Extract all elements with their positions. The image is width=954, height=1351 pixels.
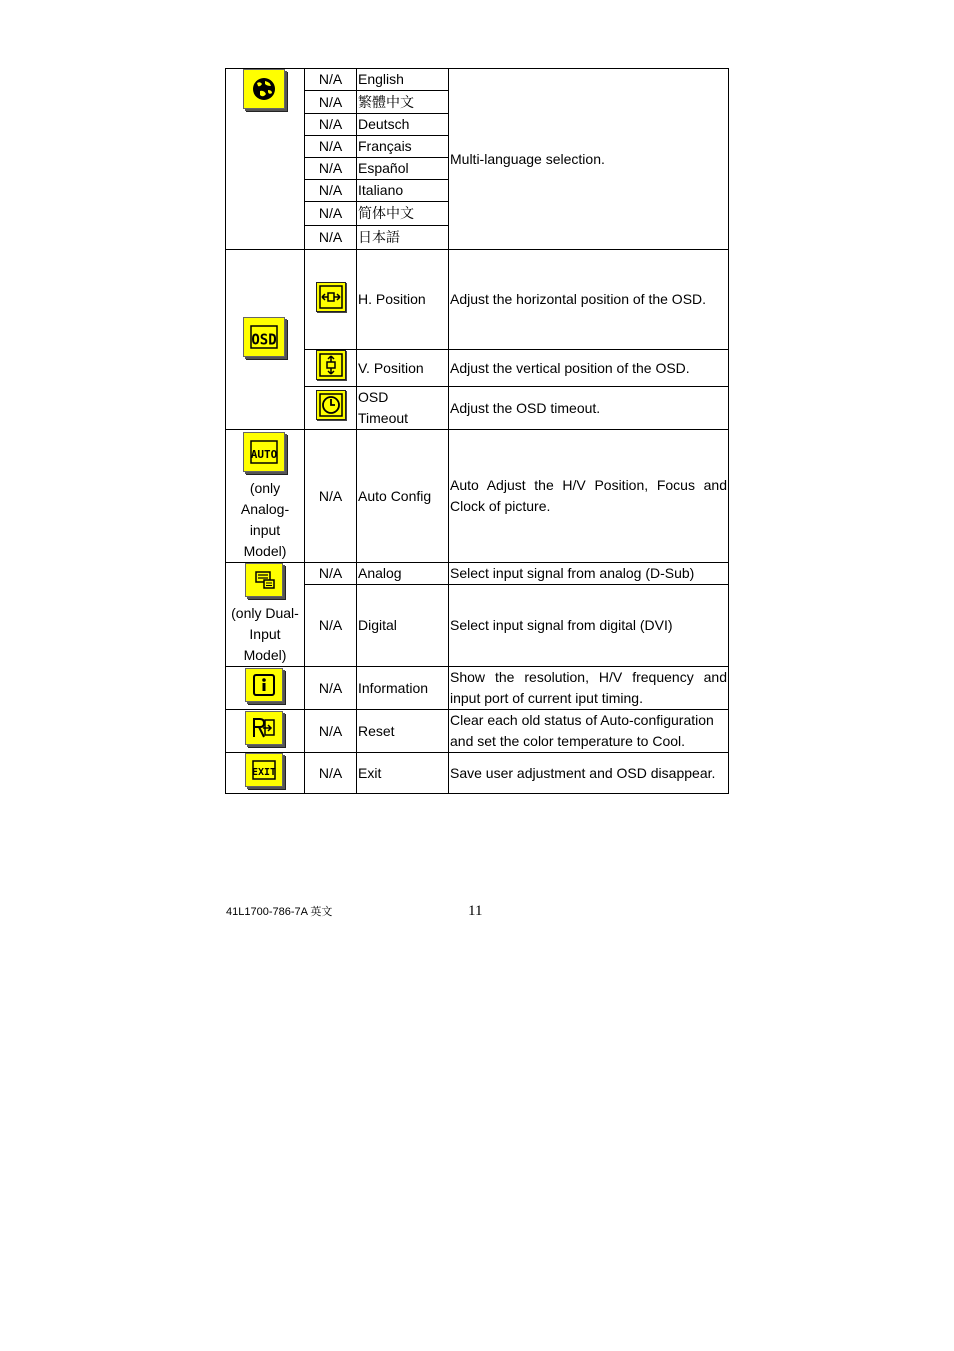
language-option-french: Français <box>357 136 449 158</box>
sub-icon-na: N/A <box>305 667 357 710</box>
v-position-icon-cell <box>305 350 357 387</box>
input-select-icon <box>245 563 283 597</box>
language-icon-cell <box>226 69 305 250</box>
svg-text:EXIT: EXIT <box>251 767 276 778</box>
osd-timeout-label <box>357 387 449 430</box>
sub-icon-na: N/A <box>305 114 357 136</box>
sub-icon-na: N/A <box>305 585 357 667</box>
info-icon <box>245 668 283 702</box>
sub-icon-na: N/A <box>305 91 357 114</box>
sub-icon-na: N/A <box>305 710 357 753</box>
document-id: 41L1700-786-7A 英文 <box>226 906 333 918</box>
auto-config-description: Auto Adjust the H/V Position, Focus and Clock of picture. <box>449 430 729 563</box>
svg-text:AUTO: AUTO <box>250 448 277 461</box>
osd-icon-cell <box>226 250 305 430</box>
sub-icon-na: N/A <box>305 136 357 158</box>
globe-icon <box>243 69 285 109</box>
exit-label: Exit <box>357 753 449 794</box>
osd-function-table <box>225 68 729 794</box>
auto-icon-cell <box>226 430 305 563</box>
sub-icon-na: N/A <box>305 202 357 226</box>
dual-input-only-note: (only Dual-Input Model) <box>231 605 299 663</box>
information-icon-cell <box>226 667 305 710</box>
reset-label: Reset <box>357 710 449 753</box>
digital-label: Digital <box>357 585 449 667</box>
clock-icon <box>316 390 346 420</box>
analog-only-note: (only Analog-input Model) <box>240 480 290 559</box>
exit-icon-cell <box>226 753 305 794</box>
table-row <box>226 69 729 91</box>
language-option-simplified-chinese: 简体中文 <box>357 202 449 226</box>
exit-icon <box>245 753 283 787</box>
osd-timeout-description: Adjust the OSD timeout. <box>449 387 729 430</box>
exit-description: Save user adjustment and OSD disappear. <box>449 753 729 794</box>
language-option-traditional-chinese: 繁體中文 <box>357 91 449 114</box>
table-row <box>226 563 729 585</box>
reset-icon <box>245 711 283 745</box>
osd-icon <box>243 317 285 357</box>
vertical-arrows-icon <box>316 350 346 380</box>
table-row <box>226 753 729 794</box>
information-description: Show the resolution, H/V frequency and input port of current iput timing. <box>449 667 729 710</box>
reset-icon-cell <box>226 710 305 753</box>
timeout-icon-cell <box>305 387 357 430</box>
table-row <box>226 667 729 710</box>
sub-icon-na: N/A <box>305 563 357 585</box>
h-position-description: Adjust the horizontal position of the OSD. <box>449 250 729 350</box>
language-option-english: English <box>357 69 449 91</box>
table-row <box>226 430 729 563</box>
page-number: 11 <box>468 903 483 919</box>
svg-text:OSD: OSD <box>250 330 277 349</box>
information-label: Information <box>357 667 449 710</box>
language-description: Multi-language selection. <box>449 69 729 250</box>
sub-icon-na: N/A <box>305 69 357 91</box>
osd-timeout-label-line1: OSD <box>358 389 389 405</box>
h-position-label: H. Position <box>357 250 449 350</box>
osd-timeout-label-line2: Timeout <box>358 410 409 426</box>
horizontal-arrows-icon <box>316 282 346 312</box>
language-option-japanese: 日本語 <box>357 226 449 250</box>
reset-description: Clear each old status of Auto-configuration and set the color temperature to Cool. <box>449 710 729 753</box>
digital-description: Select input signal from digital (DVI) <box>449 585 729 667</box>
v-position-label: V. Position <box>357 350 449 387</box>
analog-description: Select input signal from analog (D-Sub) <box>449 563 729 585</box>
auto-config-label: Auto Config <box>357 430 449 563</box>
sub-icon-na: N/A <box>305 226 357 250</box>
h-position-icon-cell <box>305 250 357 350</box>
sub-icon-na: N/A <box>305 753 357 794</box>
sub-icon-na: N/A <box>305 180 357 202</box>
sub-icon-na: N/A <box>305 158 357 180</box>
language-option-spanish: Español <box>357 158 449 180</box>
auto-icon <box>243 432 285 472</box>
analog-label: Analog <box>357 563 449 585</box>
sub-icon-na: N/A <box>305 430 357 563</box>
v-position-description: Adjust the vertical position of the OSD. <box>449 350 729 387</box>
table-row <box>226 250 729 350</box>
language-option-italian: Italiano <box>357 180 449 202</box>
table-row <box>226 710 729 753</box>
input-icon-cell <box>226 563 305 667</box>
language-option-german: Deutsch <box>357 114 449 136</box>
